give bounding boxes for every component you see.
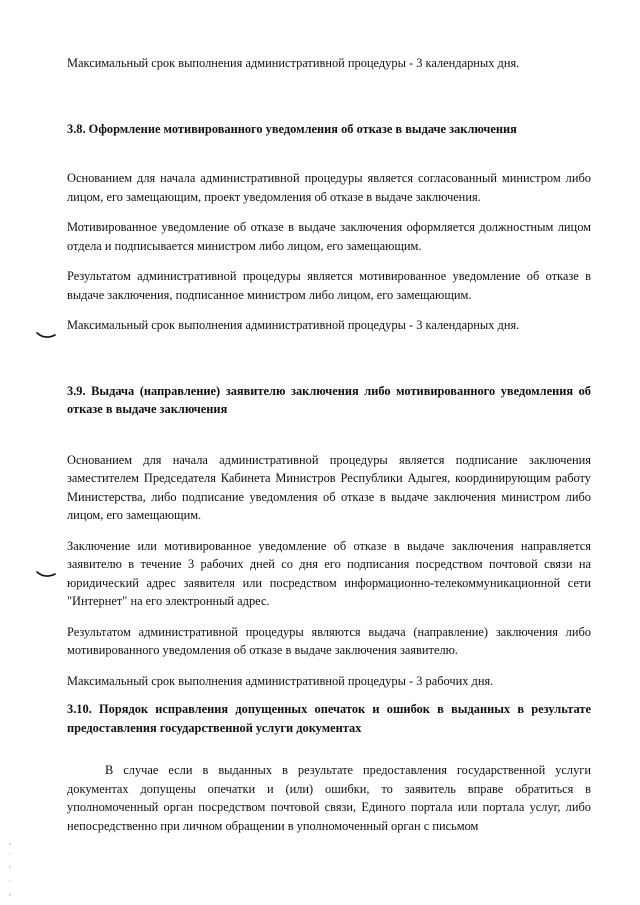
paragraph-3-8-deadline: Максимальный срок выполнения административной процедуры - 3 календарных дня. [67,318,520,332]
paragraph-3-9-delivery: Заключение или мотивированное уведомление об отказе в выдаче заключения направляется заявителю в течение 3 рабочих дней со дня его подписания посредством почтовой связи на юридический адрес заявителя или посредством информационно-телекоммуникационной сети "Интернет" на его электронный адрес. [67,538,591,608]
paragraph-3-9-basis: Основанием для начала административной процедуры является подписание заключения заместителем Председателя Кабинета Министров Республики Адыгея, координирующим работу Министерства, либо подписание уведомления об отказе в выдаче заключения министром либо лицом, его замещающим. [67,452,591,522]
paragraph-3-9-deadline: Максимальный срок выполнения административной процедуры - 3 рабочих дня. [67,673,494,688]
paragraph-3-8-result: Результатом административной процедуры является мотивированное уведомление об отказе в выдаче заключения, подписанное министром либо лицом, его замещающим. [67,269,591,302]
paragraph-3-9-result: Результатом административной процедуры являются выдача (направление) заключения либо мотивированного уведомления об отказе в выдаче заключения заявителю. [67,624,591,657]
paragraph-3-8-basis: Основанием для начала административной процедуры является согласованный министром либо лицом, его замещающим, проект уведомления об отказе в выдаче заключения. [67,171,591,204]
paragraph-3-8-issuance: Мотивированное уведомление об отказе в выдаче заключения оформляется должностным лицом отдела и подписывается министром либо лицом, его замещающим. [67,220,591,253]
section-heading-3-9: 3.9. Выдача (направление) заявителю заключения либо мотивированного уведомления об отказе в выдаче заключения [67,383,591,416]
scan-edge-specks [8,840,12,900]
section-heading-3-10: 3.10. Порядок исправления допущенных опечаток и ошибок в выданных в результате предоставления государственной услуги документах [67,702,591,735]
margin-pen-mark [36,331,56,341]
section-heading-3-8: 3.8. Оформление мотивированного уведомления об отказе в выдаче заключения [67,121,517,136]
document-page [67,54,591,835]
paragraph-3-10-intro: В случае если в выданных в результате предоставления государственной услуги документах допущены опечатки и (или) ошибки, то заявитель вправе обратиться в уполномоченный орган посредством почтовой связи, Единого портала или портала услуг, либо непосредственно при личном обращении в уполномоченный орган с письмом [67,763,591,833]
margin-pen-mark [36,570,56,580]
paragraph-deadline-top: Максимальный срок выполнения административной процедуры - 3 календарных дня. [67,56,520,70]
